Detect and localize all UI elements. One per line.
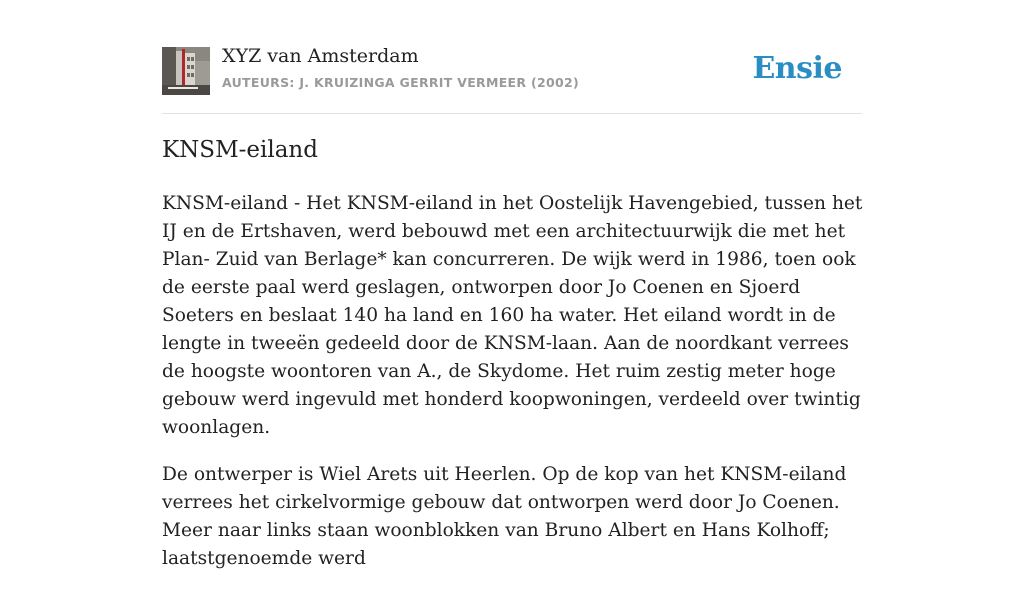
book-title[interactable]: XYZ van Amsterdam bbox=[222, 45, 419, 67]
body-paragraph: De ontwerper is Wiel Arets uit Heerlen. Op de kop van het KNSM-eiland verrees het cirkelvormige gebouw dat ontworpen werd door Jo Coenen. Meer naar links staan woonblokken van Bruno Albert en Hans Kolhoff; laatstgenoemde werd bbox=[162, 464, 847, 569]
header bbox=[162, 0, 862, 114]
ensie-logo[interactable]: Ensie bbox=[752, 51, 842, 86]
body-paragraph: KNSM-eiland - Het KNSM-eiland in het Oostelijk Havengebied, tussen het IJ en de Ertshaven, werd bebouwd met een architectuurwijk die met het Plan- Zuid van Berlage* kan concurreren. De wijk werd in 1986, toen ook de eerste paal werd geslagen, ontworpen door Jo Coenen en Sjoerd Soeters en beslaat 140 ha land en 160 ha water. Het eiland wordt in de lengte in tweeën gedeeld door de KNSM-laan. Aan de noordkant verrees de hoogste woontoren van A., de Skydome. Het ruim zestig meter hoge gebouw werd ingevuld met honderd koopwoningen, verdeeld over twintig woonlagen. bbox=[162, 193, 863, 438]
content-container bbox=[162, 0, 863, 569]
entry-body bbox=[162, 190, 864, 592]
book-cover-icon bbox=[162, 47, 210, 95]
authors-line: AUTEURS: J. KRUIZINGA GERRIT VERMEER (2002) bbox=[222, 75, 579, 90]
book-cover-avatar[interactable] bbox=[162, 47, 210, 95]
entry-title: KNSM-eiland bbox=[162, 137, 318, 163]
